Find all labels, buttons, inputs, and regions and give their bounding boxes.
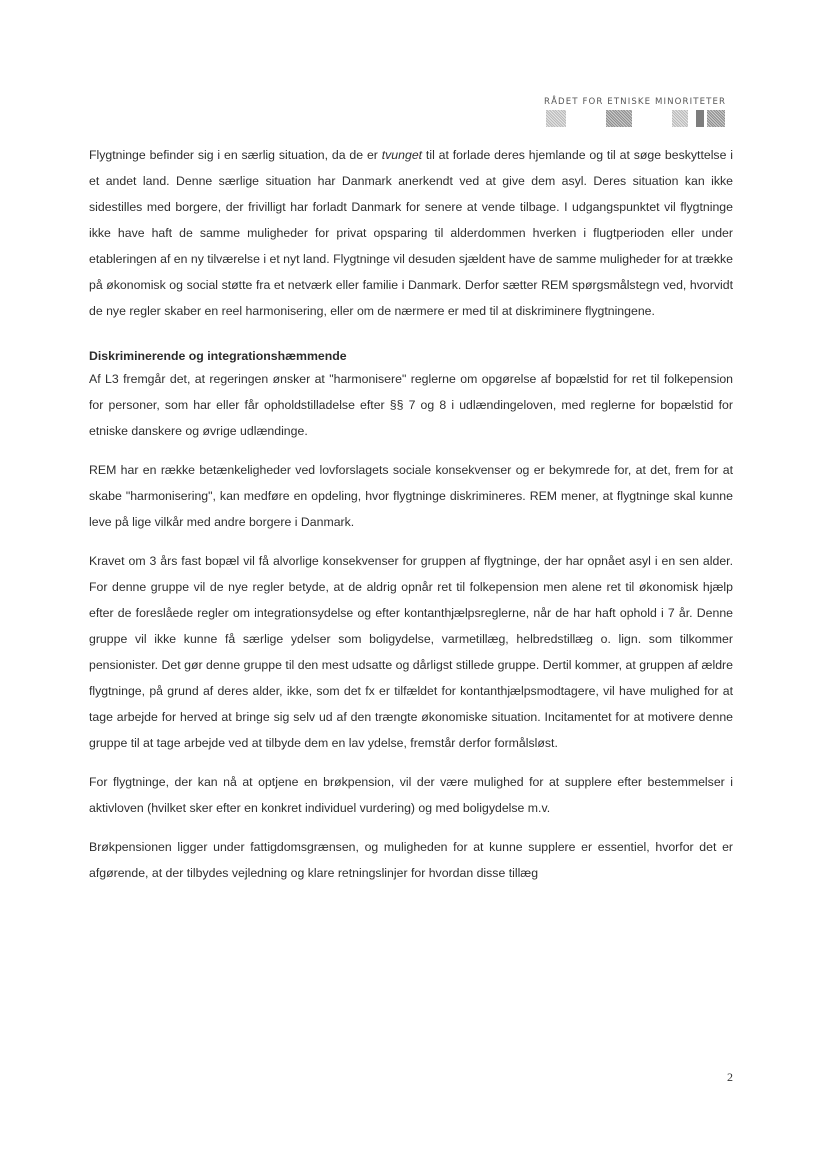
logo-tile	[696, 110, 704, 127]
body-text	[89, 142, 733, 886]
paragraph: Kravet om 3 års fast bopæl vil få alvorlige konsekvenser for gruppen af flygtninge, der har opnået asyl i en sen alder. For denne gruppe vil de nye regler betyde, at de aldrig opnår ret til folkepension men alene ret til økonomisk hjælp efter de foreslåede regler om integrationsydelse og efter kontanthjælpsreglerne, når de har haft ophold i 7 år. Denne gruppe vil ikke kunne få særlige ydelser som boligydelse, varmetillæg, helbredstillæg o. lign. som tilkommer pensionister. Det gør denne gruppe til den mest udsatte og dårligst stillede gruppe. Dertil kommer, at gruppen af ældre flygtninge, på grund af deres alder, ikke, som det fx er tilfældet for kontanthjælpsmodtagere, vil have mulighed for at tage arbejde for herved at bringe sig selv ud af den trængte økonomiske situation. Incitamentet for at motivere denne gruppe til at tage arbejde ved at tilbyde dem en lav ydelse, fremstår derfor formålsløst.	[89, 554, 733, 750]
rem-logo-icon	[544, 110, 729, 127]
logo-tile	[707, 110, 725, 127]
paragraph: REM har en række betænkeligheder ved lovforslagets sociale konsekvenser og er bekymrede for, at det, frem for at skabe "harmonisering", kan medføre en opdeling, hvor flygtninge diskrimineres. REM mener, at flygtninge skal kunne leve på lige vilkår med andre borgere i Danmark.	[89, 463, 733, 529]
intro-paragraph: Flygtninge befinder sig i en særlig situation, da de er tvunget til at forlade deres hjemlande og til at søge beskyttelse i et andet land. Denne særlige situation har Danmark anerkendt ved at give dem asyl. Deres situation kan ikke sidestilles med borgere, der frivilligt har forladt Danmark for senere at vende tilbage. I udgangspunktet vil flygtninge ikke have haft de samme muligheder for privat opsparing til alderdommen hverken i flugtperioden eller under etableringen af en ny tilværelse i et nyt land. Flygtninge vil desuden sjældent have de samme muligheder for at trække på økonomisk og social støtte fra et netværk eller familie i Danmark. Derfor sætter REM spørgsmålstegn ved, hvorvidt de nye regler skaber en reel harmonisering, eller om de nærmere er med til at diskriminere flygtningene.	[89, 148, 733, 318]
logo-tile	[606, 110, 632, 127]
page-number: 2	[727, 1070, 733, 1084]
organization-name: RÅDET FOR ETNISKE MINORITETER	[544, 97, 727, 107]
paragraph: Brøkpensionen ligger under fattigdomsgrænsen, og muligheden for at kunne supplere er essentiel, hvorfor det er afgørende, at der tilbydes vejledning og klare retningslinjer for hvordan disse tillæg	[89, 840, 733, 880]
logo-tile	[672, 110, 688, 127]
paragraph: For flygtninge, der kan nå at optjene en brøkpension, vil der være mulighed for at supplere efter bestemmelser i aktivloven (hvilket sker efter en konkret individuel vurdering) og med boligydelse m.v.	[89, 775, 733, 815]
logo-tile	[546, 110, 566, 127]
letterhead	[544, 97, 729, 127]
emphasis-text: tvunget	[381, 148, 423, 162]
section-heading: Diskriminerende og integrationshæmmende	[89, 349, 347, 363]
paragraph: Af L3 fremgår det, at regeringen ønsker at "harmonisere" reglerne om opgørelse af bopælstid for ret til folkepension for personer, som har eller får opholdstilladelse efter §§ 7 og 8 i udlændingeloven, med reglerne for bopælstid for etniske danskere og øvrige udlændinge.	[89, 372, 733, 438]
